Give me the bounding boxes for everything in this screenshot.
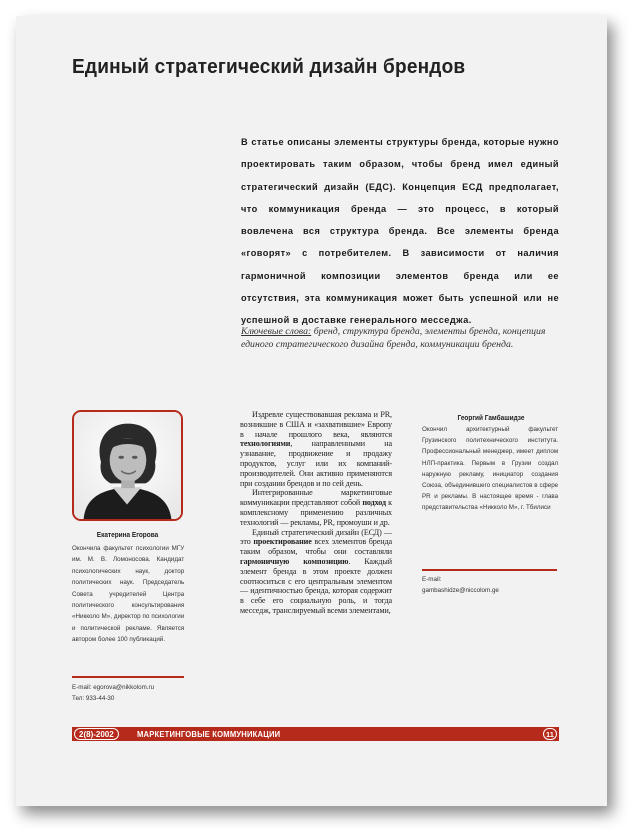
keywords-text: бренд, структура бренда, элементы бренда, концепция единого стратегического дизайна бренда, коммуникации бренда. [241,326,546,350]
body-paragraph-2: Интегрированные маркетинговые коммуникации представляют собой подход к комплексному применению различных технологий — рекламы, PR, промоушн и др. [240,488,392,527]
section-title: МАРКЕТИНГОВЫЕ КОММУНИКАЦИИ [137,729,281,739]
article-abstract: В статье описаны элементы структуры бренда, которые нужно проектировать таким образом, чтобы бренд имел единый стратегический дизайн (ЕДС). Концепция ЕСД предполагает, что коммуникация бренда — это процесс, в который вовлечена вся структура бренда. Все элементы бренда «говорят» с потребителем. В зависимости от наличия гармоничной композиции элементов бренда или ее отсутствия, эта коммуникация может быть успешной или не успешной в доставке генерального месседжа. [241,137,559,326]
author2-bio: Окончил архитектурный факультет Грузинского политехнического института. Профессиональный менеджер, имеет диплом НЛП-практика. Первым в Грузии создал наружную рекламу, инициатор создания Союза, объединившего специалистов в сфере PR и рекламы. В настоящее время - глава представительства «Никколо М», г. Тбилиси [422,426,559,512]
author1-email: E-mail: egorova@nikkolom.ru [72,684,155,691]
author2-contact [422,574,499,596]
author1-name: Екатерина Егорова [96,530,159,539]
author2-name: Георгий Гамбашидзе [457,413,525,422]
author2-divider [422,569,557,571]
author2-email-label: E-mail: [422,576,442,583]
author1-divider [72,676,184,678]
page-number: 11 [543,728,557,740]
article-title: Единый стратегический дизайн брендов [72,55,466,78]
author1-bio: Окончила факультет психологии МГУ им. М. В. Ломоносова. Кандидат психологических наук, доктор политических наук. Председатель Совета учредителей Центра политического консультирования «Никколо М», директор по психологии и политической рекламе. Является автором более 100 публикаций. [72,545,185,644]
author1-contact [72,682,154,704]
author2-email: gambashidze@niccolom.ge [422,587,499,595]
issue-badge: 2(8)-2002 [74,728,119,740]
author1-phone: Тел: 933-44-30 [72,695,115,703]
article-body [240,410,392,616]
author-portrait-image [74,412,181,519]
keywords [241,325,559,351]
body-paragraph-3: Единый стратегический дизайн (ЕСД) — это проектирование всех элементов бренда таким образом, чтобы они составляли гармоничную композицию. Каждый элемент бренда в этом проекте должен соотноситься с его центральным элементом — идентичностью бренда, которая содержит в себе его социальную роль, и тогда месседж, транслируемый всеми элементами, [240,527,392,615]
author-photo [72,410,183,521]
keywords-label: Ключевые слова: [241,326,312,337]
body-paragraph-1: Издревле существовавшая реклама и PR, возникшие в США и «захватившие» Европу в начале прошлого века, являются технологиями, направленными на узнавание, продвижение и продажу продуктов, услуг или их компаний-производителей. Они активно применяются при создании брендов и по сей день. [240,410,392,488]
